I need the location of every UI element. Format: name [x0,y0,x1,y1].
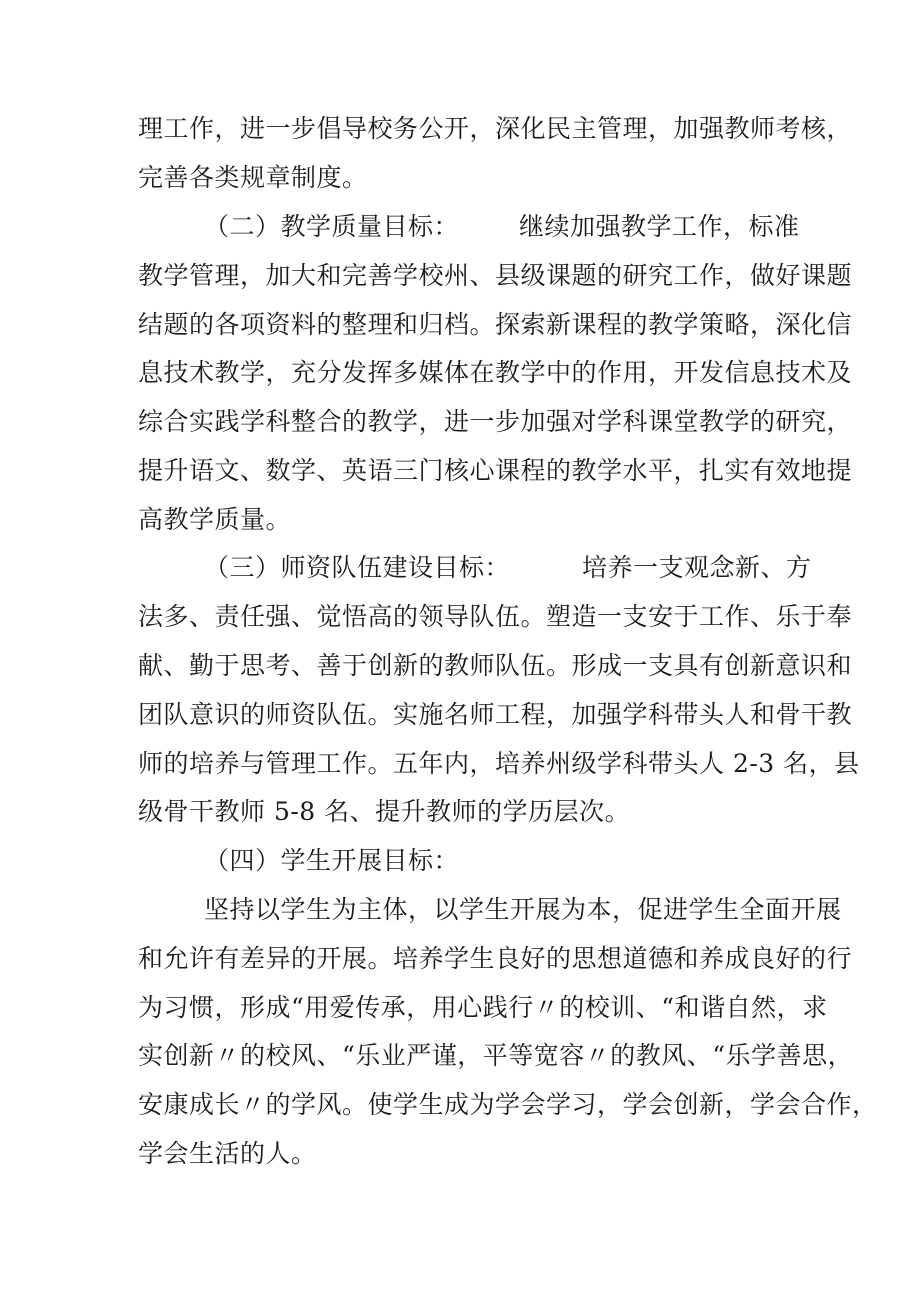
heading-label: （三）师资队伍建设目标： [204,553,511,582]
text-line-4: 教学管理，加大和完善学校州、县级课题的研究工作，做好课题 [138,261,853,290]
text-line-23: 学会生活的人。 [138,1139,317,1168]
text-line-2: 完善各类规章制度。 [138,163,368,192]
text-line-22: 安康成长〃的学风。使学生成为学会学习，学会创新，学会合作， [138,1090,878,1119]
text-line-12: 法多、责任强、觉悟高的领导队伍。塑造一支安于工作、乐于奉 [138,602,853,631]
text-line-9: 高教学质量。 [138,505,292,534]
text-line-1: 理工作，进一步倡导校务公开，深化民主管理，加强教师考核， [138,114,853,143]
heading-continuation: 培养一支观念新、方 [582,553,812,582]
section-heading-student-development: （四）学生开展目标： [204,846,460,875]
text-line-16: 级骨干教师 5-8 名、提升教师的学历层次。 [138,797,631,826]
heading-label: （二）教学质量目标： [204,212,460,241]
text-line-18: 坚持以学生为主体，以学生开展为本，促进学生全面开展 [204,895,842,924]
heading-continuation: 继续加强教学工作，标准 [519,212,800,241]
section-heading-teaching-quality [204,212,800,242]
text-line-15: 师的培养与管理工作。五年内，培养州级学科带头人 2-3 名，县 [138,749,860,778]
text-line-7: 综合实践学科整合的教学，进一步加强对学科课堂教学的研究， [138,407,853,436]
text-line-8: 提升语文、数学、英语三门核心课程的教学水平，扎实有效地提 [138,456,853,485]
text-line-6: 息技术教学，充分发挥多媒体在教学中的作用，开发信息技术及 [138,358,853,387]
text-line-13: 献、勤于思考、善于创新的教师队伍。形成一支具有创新意识和 [138,651,853,680]
text-line-14: 团队意识的师资队伍。实施名师工程，加强学科带头人和骨干教 [138,700,853,729]
text-line-20: 为习惯，形成“用爱传承，用心践行〃的校训、“和谐自然，求 [138,993,828,1022]
text-line-19: 和允许有差异的开展。培养学生良好的思想道德和养成良好的行 [138,944,853,973]
section-heading-teacher-team [204,553,812,583]
text-line-5: 结题的各项资料的整理和归档。探索新课程的教学策略，深化信 [138,310,853,339]
text-line-21: 实创新〃的校风、“乐业严谨，平等宽容〃的教风、“乐学善思， [138,1041,854,1070]
